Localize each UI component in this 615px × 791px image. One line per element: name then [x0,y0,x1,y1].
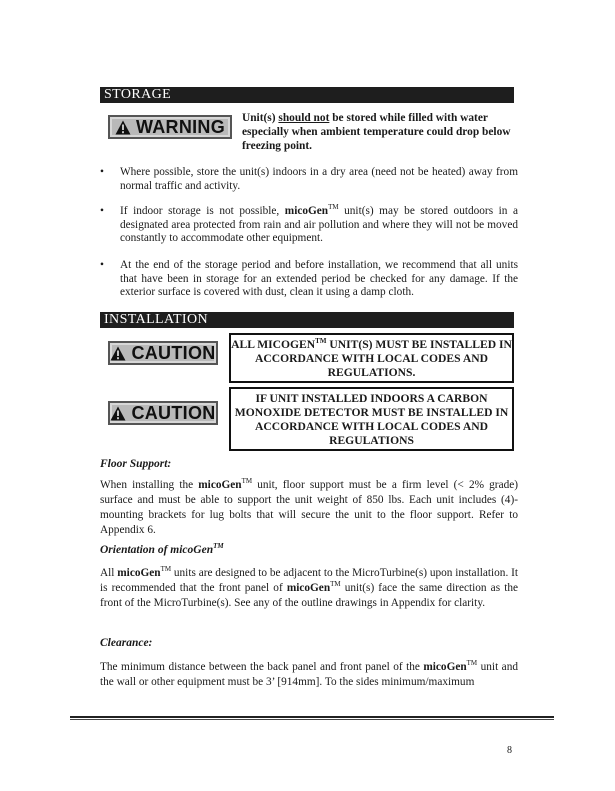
page-number: 8 [507,745,512,756]
warning-label: WARNING [135,116,226,137]
caution-message-2: IF UNIT INSTALLED INDOORS A CARBON MONOXIDE DETECTOR MUST BE INSTALLED IN ACCORDANCE WITH LOCAL CODES AND REGULATIONS [229,387,514,451]
installation-heading-bar [100,312,514,328]
caution-badge-1 [108,341,218,365]
brand-name: micoGen [423,661,467,673]
brand-name: micoGen [286,582,331,594]
bullet-dot: • [100,259,104,271]
brand-name: micoGen [284,205,329,217]
warning-triangle-icon [110,346,126,361]
footer-rule-thin [70,719,554,720]
floor-support-paragraph: When installing the micoGen™ unit, floor support must be a firm level (< 2% grade) surface and must be able to support the unit weight of 850 lbs. Each unit includes (4)-mounting brackets for lug bolts that will secure the unit to the floor support. Refer to Appendix 6. [100,477,519,536]
floor-support-heading: Floor Support: [100,458,172,470]
clearance-heading: Clearance: [100,637,153,649]
brand-name: micoGen [117,567,161,579]
storage-bullet-2: • If indoor storage is not possible, micoGen™ unit(s) may be stored outdoors in a designated area protected from rain and air pollution and where they will not be moved constantly to accommodate other equipment. [100,203,518,244]
warning-triangle-icon [115,120,131,135]
storage-heading: STORAGE [104,87,172,102]
warning-badge [108,115,232,139]
storage-bullet-3: • At the end of the storage period and before installation, we recommend that all units that have been in storage for an extended period be checked for any damage. If the exterior surface is covered with dust, clean it using a damp cloth. [100,259,518,298]
orientation-paragraph: All micoGen™ units are designed to be adjacent to the MicroTurbine(s) upon installation. It is recommended that the front panel of micoGen™ unit(s) face the same direction as the front of the MicroTurbine(s). See any of the outline drawings in Appendix for clarity. [100,565,518,609]
storage-bullet-1: • Where possible, store the unit(s) indoors in a dry area (need not be heated) away from normal traffic and activity. [100,166,518,192]
bullet-dot: • [100,205,104,217]
orientation-heading: Orientation of micoGen™ [100,542,224,556]
installation-heading: INSTALLATION [104,312,208,327]
bullet-dot: • [100,166,104,178]
caution-label: CAUTION [131,342,216,363]
brand-name: micoGen [198,479,242,491]
caution-badge-2 [108,401,218,425]
warning-message: Unit(s) should not be stored while filled with water especially when ambient temperature could drop below freezing point. [242,112,511,152]
warning-triangle-icon [110,406,126,421]
caution-message-1: ALL MICOGEN™ UNIT(S) MUST BE INSTALLED IN ACCORDANCE WITH LOCAL CODES AND REGULATIONS. [229,333,514,383]
storage-heading-bar [100,87,514,103]
clearance-paragraph: The minimum distance between the back panel and front panel of the micoGen™ unit and the wall or other equipment must be 3’ [914mm]. To the sides minimum/maximum [100,659,518,688]
footer-rule [70,716,554,718]
caution-label: CAUTION [131,402,216,423]
warning-emphasis: should not [278,112,330,124]
